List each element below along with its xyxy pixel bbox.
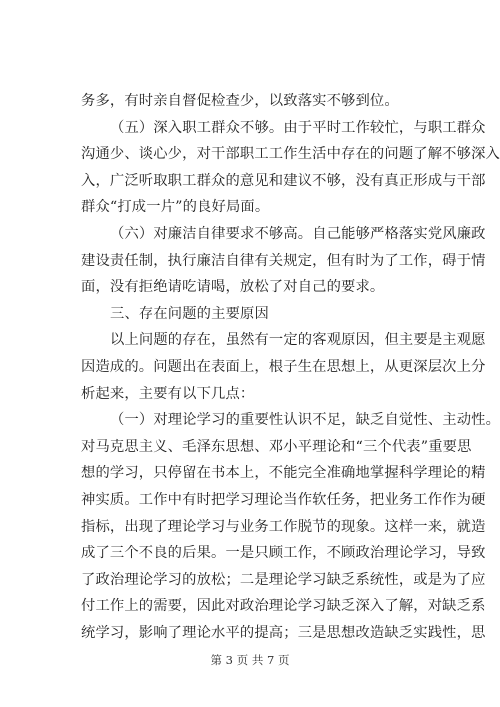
text-line: （六）对廉洁自律要求不够高。自己能够严格落实党风廉政 xyxy=(110,225,486,242)
body-text xyxy=(81,88,500,646)
text-line: 入，广泛听取职工群众的意见和建议不够，没有真正形成与干部 xyxy=(81,172,486,189)
text-line: 统学习，影响了理论水平的提高；三是思想改造缺乏实践性，思 xyxy=(81,624,486,641)
text-line: 建设责任制，执行廉洁自律有关规定，但有时为了工作，碍于情 xyxy=(81,252,486,269)
text-line: 因造成的。问题出在表面上，根子生在思想上，从更深层次上分 xyxy=(81,358,486,375)
text-line: 想的学习，只停留在书本上，不能完全准确地掌握科学理论的精 xyxy=(81,465,486,482)
text-line: 了政治理论学习的放松；二是理论学习缺乏系统性，或是为了应 xyxy=(81,571,486,588)
text-line: 付工作上的需要，因此对政治理论学习缺乏深入了解，对缺乏系 xyxy=(81,598,486,615)
section-heading: 三、存在问题的主要原因 xyxy=(110,305,269,322)
text-line: 指标，出现了理论学习与业务工作脱节的现象。这样一来，就造 xyxy=(81,518,486,535)
text-line: 对马克思主义、毛泽东思想、邓小平理论和“三个代表”重要思 xyxy=(81,438,472,455)
document-body xyxy=(81,88,500,646)
text-line: 群众“打成一片”的良好局面。 xyxy=(81,199,270,216)
page-footer: 第 3 页 共 7 页 xyxy=(210,653,290,667)
text-line: 析起来，主要有以下几点： xyxy=(81,385,255,402)
text-line: 沟通少、谈心少，对干部职工工作生活中存在的问题了解不够深入 xyxy=(81,146,500,163)
text-line: 务多，有时亲自督促检查少，以致落实不够到位。 xyxy=(81,93,399,109)
text-line: （一）对理论学习的重要性认识不足，缺乏自觉性、主动性。 xyxy=(110,412,500,429)
text-line: 面，没有拒绝请吃请喝，放松了对自己的要求。 xyxy=(81,279,385,296)
text-line: 以上问题的存在，虽然有一定的客观原因，但主要是主观愿 xyxy=(110,332,486,349)
text-line: （五）深入职工群众不够。由于平时工作较忙，与职工群众 xyxy=(110,119,486,136)
text-line: 成了三个不良的后果。一是只顾工作，不顾政治理论学习，导致 xyxy=(81,545,486,562)
text-line: 神实质。工作中有时把学习理论当作软任务，把业务工作作为硬 xyxy=(81,491,486,508)
